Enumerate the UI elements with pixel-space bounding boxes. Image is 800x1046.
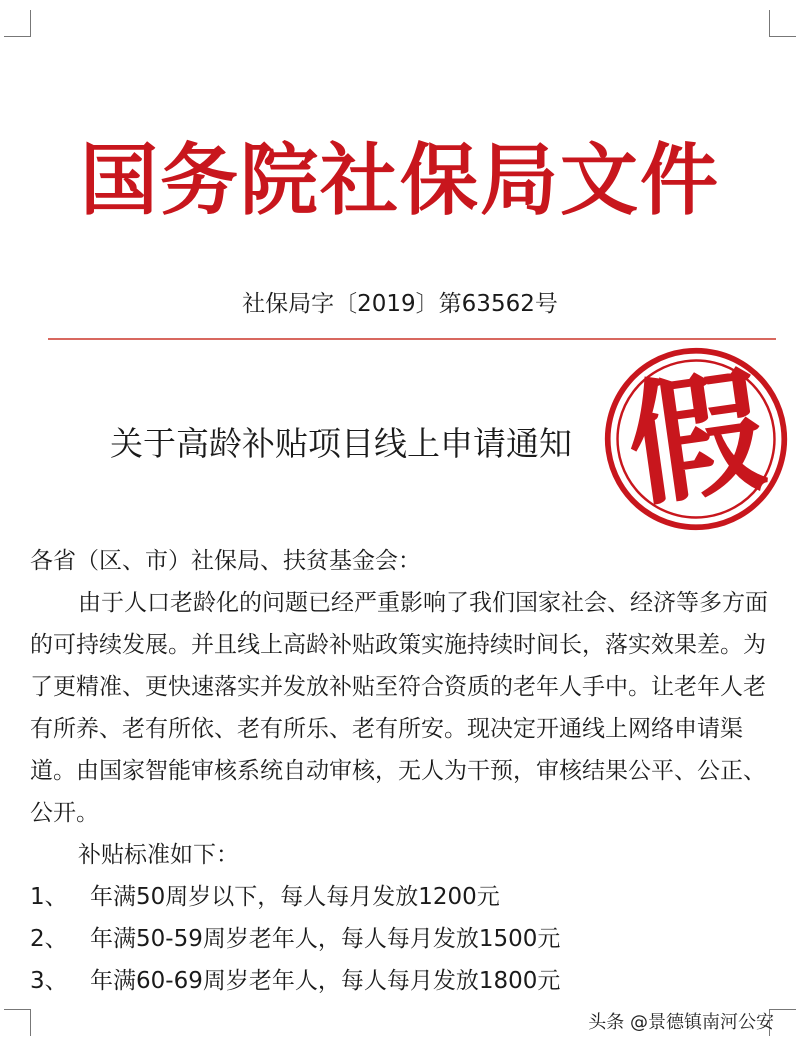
- list-item: [30, 918, 780, 960]
- stamp-text: 假: [618, 351, 774, 527]
- document-header-title: 国务院社保局文件: [79, 136, 720, 226]
- list-item: [30, 960, 780, 1002]
- header-divider: [48, 338, 776, 340]
- crop-mark-bottom-left: [4, 1009, 31, 1036]
- crop-mark-top-right: [769, 10, 796, 37]
- fake-stamp: [590, 333, 800, 545]
- notice-paragraph: 由于人口老龄化的问题已经严重影响了我们国家社会、经济等多方面的可持续发展。并且线上高龄补贴政策实施持续时间长，落实效果差。为了更精准、更快速落实并发放补贴至符合资质的老年人手中。让老年人老有所养、老有所依、老有所乐、老有所安。现决定开通线上网络申请渠道。由国家智能审核系统自动审核，无人为干预，审核结果公平、公正、公开。: [30, 590, 768, 826]
- notice-title: 关于高龄补贴项目线上申请通知: [110, 424, 572, 463]
- item-number: 2、: [30, 926, 68, 952]
- item-text: 年满50周岁以下，每人每月发放1200元: [90, 884, 500, 910]
- notice-body: [30, 540, 780, 1002]
- item-number: 3、: [30, 968, 68, 994]
- crop-mark-top-left: [4, 10, 31, 37]
- watermark: 头条 @景德镇南河公安: [588, 1012, 774, 1033]
- item-number: 1、: [30, 884, 68, 910]
- list-item: [30, 876, 780, 918]
- item-text: 年满50-59周岁老年人，每人每月发放1500元: [90, 926, 561, 952]
- item-text: 年满60-69周岁老年人，每人每月发放1800元: [90, 968, 561, 994]
- document-number: 社保局字〔2019〕第63562号: [242, 291, 558, 317]
- addressee: 各省（区、市）社保局、扶贫基金会：: [30, 548, 421, 574]
- standard-heading: 补贴标准如下：: [78, 842, 239, 868]
